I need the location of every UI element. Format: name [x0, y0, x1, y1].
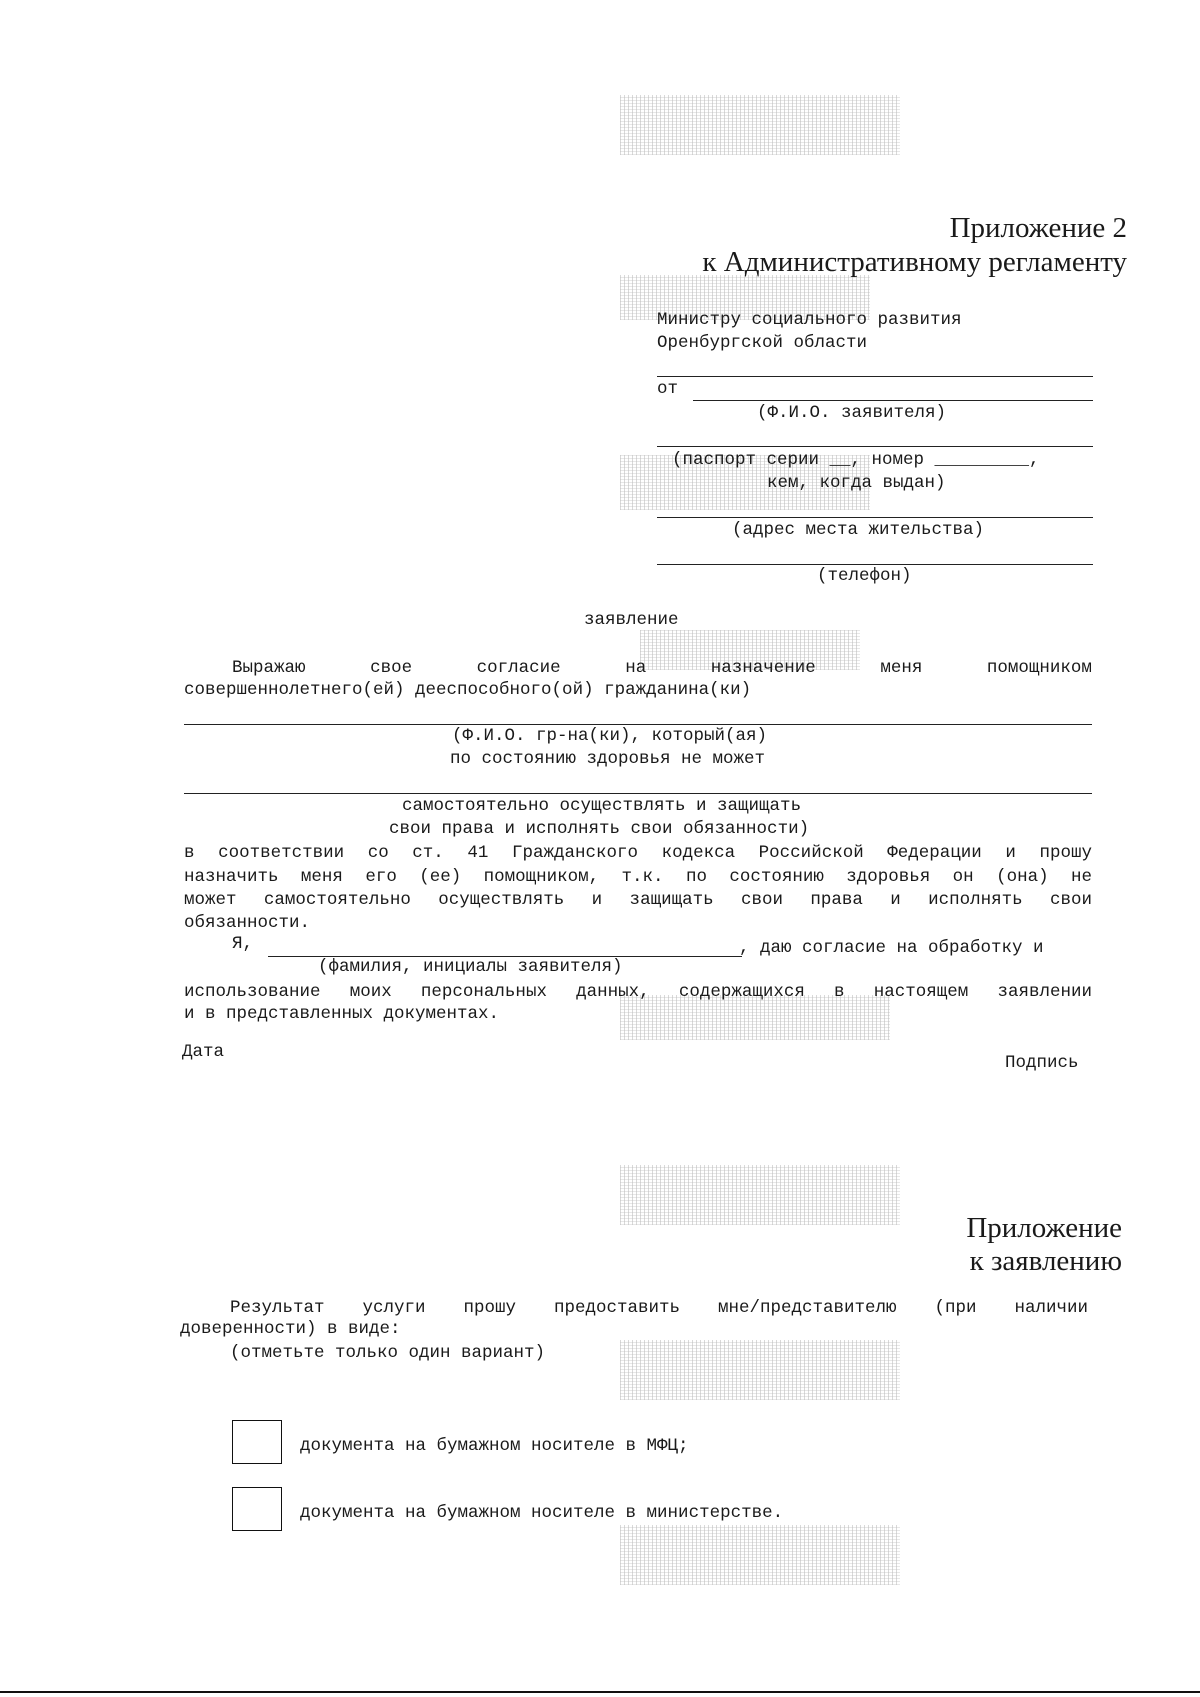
from-label: от [657, 379, 679, 399]
scan-noise [620, 1525, 900, 1585]
signature-label: Подпись [1005, 1053, 1079, 1073]
consent-word: Выражаю [232, 658, 306, 678]
pd-line1: использование моих персональных данных, содержащихся в настоящем заявлении [184, 982, 1092, 1002]
result-hint: (отметьте только один вариант) [230, 1343, 546, 1363]
scan-noise [620, 1340, 900, 1400]
appendix-title: Приложение 2 [949, 212, 1127, 244]
recipient-rule-2 [657, 446, 1093, 447]
consent-word: меня [880, 658, 923, 678]
issued-caption: кем, когда выдан) [767, 473, 946, 493]
citizen-caption2: по состоянию здоровья не может [450, 749, 766, 769]
consent-line1 [232, 657, 1092, 679]
consent-pd-end: , даю согласие на обработку и [739, 938, 1044, 958]
option-ministry-label: документа на бумажном носителе в министерстве. [300, 1503, 784, 1523]
date-label: Дата [182, 1042, 225, 1062]
option-mfc-checkbox[interactable] [232, 1420, 282, 1464]
recipient-line1: Министру социального развития [657, 310, 962, 330]
body-line4: обязанности. [184, 913, 311, 933]
attachment-subtitle: к заявлению [969, 1245, 1122, 1277]
phone-caption: (телефон) [817, 566, 912, 586]
citizen-caption1: (Ф.И.О. гр-на(ки), который(ая) [452, 726, 768, 746]
body-line3: может самостоятельно осуществлять и защищать свои права и исполнять свои [184, 890, 1092, 910]
consent-line2: совершеннолетнего(ей) дееспособного(ой) гражданина(ки) [184, 680, 752, 700]
page-bottom-edge [0, 1691, 1200, 1693]
consent-word: согласие [476, 658, 561, 678]
result-line2: доверенности) в виде: [180, 1319, 401, 1339]
body-line2: назначить меня его (ее) помощником, т.к. по состоянию здоровья он (она) не [184, 867, 1092, 887]
consent-word: назначение [710, 658, 816, 678]
result-line1: Результат услуги прошу предоставить мне/представителю (при наличии [230, 1298, 1088, 1318]
consent-word: свое [370, 658, 413, 678]
passport-line: (паспорт серии __, номер _________, [672, 450, 1040, 470]
recipient-rule-3 [657, 517, 1093, 518]
attachment-title: Приложение [966, 1212, 1122, 1244]
consent-word: помощником [986, 658, 1092, 678]
recipient-line2: Оренбургской области [657, 333, 868, 353]
applicant-caption: (фамилия, инициалы заявителя) [318, 957, 623, 977]
option-ministry-checkbox[interactable] [232, 1487, 282, 1531]
statement-heading: заявление [584, 610, 679, 630]
scan-noise [620, 95, 900, 155]
address-caption: (адрес места жительства) [732, 520, 985, 540]
scan-noise [620, 1165, 900, 1225]
from-rule [693, 400, 1093, 401]
citizen-caption3: самостоятельно осуществлять и защищать [402, 796, 802, 816]
consent-word: на [625, 658, 647, 678]
consent-pd-start: Я, [232, 934, 254, 954]
recipient-rule-1 [657, 376, 1093, 377]
appendix-subtitle: к Административному регламенту [702, 246, 1127, 278]
fio-caption: (Ф.И.О. заявителя) [757, 403, 947, 423]
pd-line2: и в представленных документах. [184, 1004, 500, 1024]
body-line1: в соответствии со ст. 41 Гражданского кодекса Российской Федерации и прошу [184, 843, 1092, 863]
option-mfc-label: документа на бумажном носителе в МФЦ; [300, 1436, 689, 1456]
citizen-rule-2 [184, 793, 1092, 794]
citizen-caption4: свои права и исполнять свои обязанности) [389, 819, 810, 839]
